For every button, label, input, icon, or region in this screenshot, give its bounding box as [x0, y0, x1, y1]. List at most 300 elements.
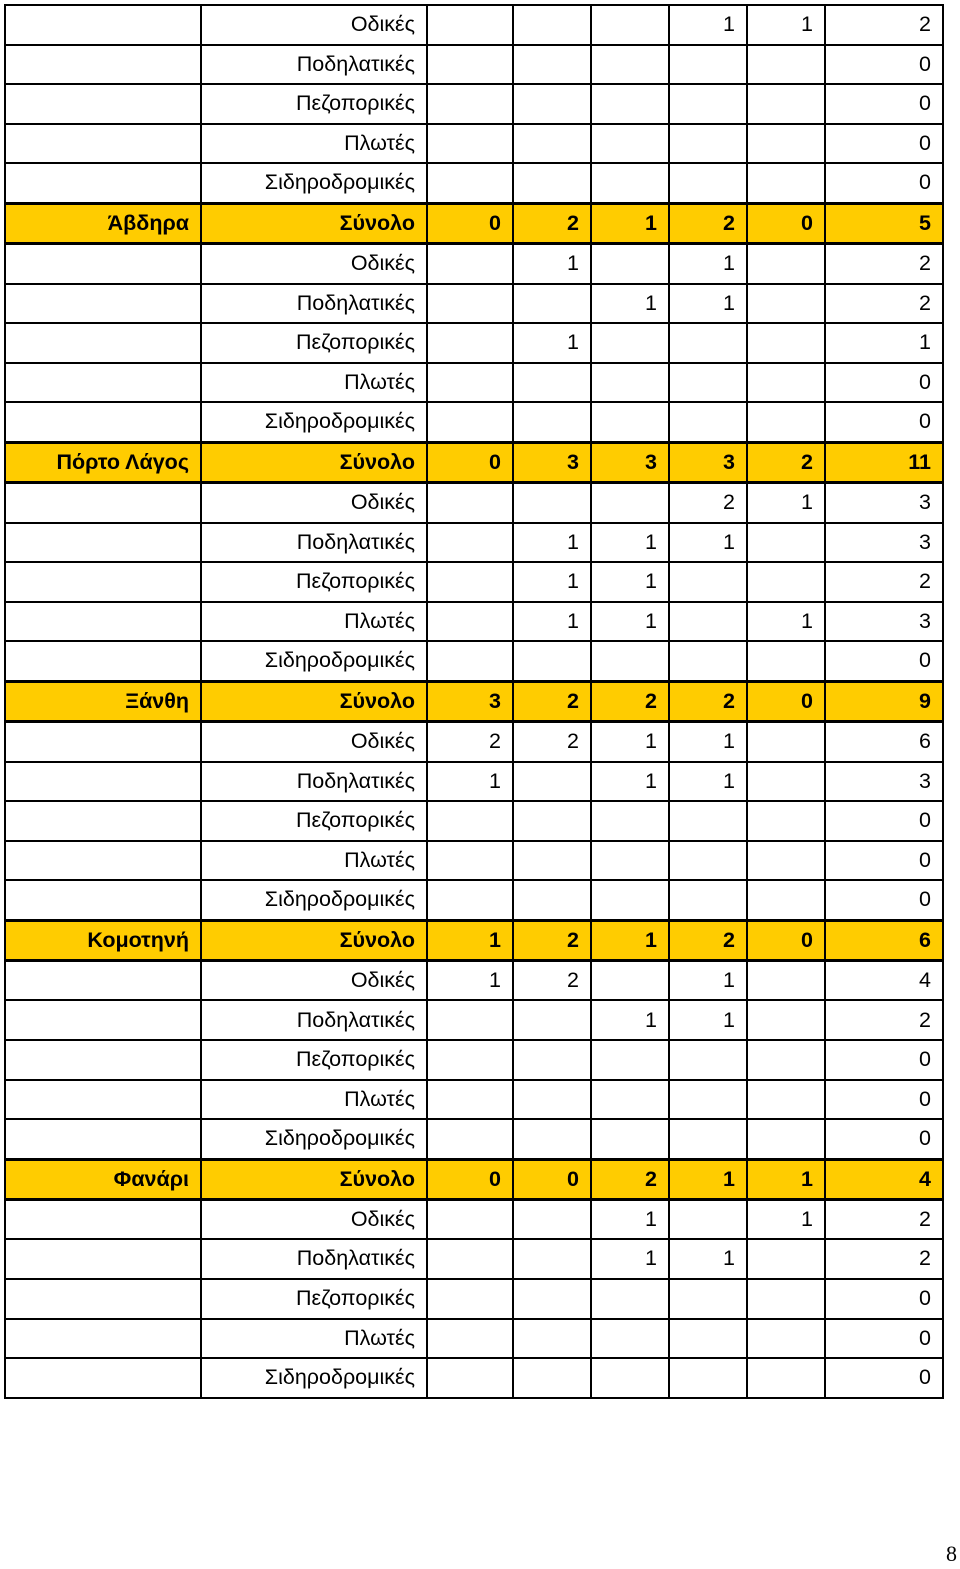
place-cell: [5, 1239, 201, 1279]
value-cell: [427, 1000, 513, 1040]
value-cell: 2: [591, 1159, 669, 1199]
value-cell: [513, 1358, 591, 1398]
category-cell: Σιδηροδρομικές: [201, 1119, 427, 1159]
value-cell: [591, 45, 669, 85]
place-cell: Φανάρι: [5, 1159, 201, 1199]
value-cell: [669, 124, 747, 164]
row-total-cell: 0: [825, 45, 943, 85]
value-cell: 1: [669, 762, 747, 802]
value-cell: [669, 1358, 747, 1398]
table-row: [5, 363, 943, 403]
row-total-cell: 0: [825, 363, 943, 403]
value-cell: 1: [427, 762, 513, 802]
place-cell: [5, 1119, 201, 1159]
category-cell: Πεζοπορικές: [201, 562, 427, 602]
value-cell: [669, 363, 747, 403]
total-row: [5, 442, 943, 482]
value-cell: [427, 363, 513, 403]
value-cell: [591, 482, 669, 522]
place-cell: [5, 84, 201, 124]
table-row: [5, 880, 943, 920]
category-cell: Οδικές: [201, 482, 427, 522]
value-cell: [747, 841, 825, 881]
value-cell: [513, 284, 591, 324]
category-cell: Πεζοπορικές: [201, 1279, 427, 1319]
value-cell: [669, 1040, 747, 1080]
value-cell: [513, 363, 591, 403]
value-cell: [591, 1319, 669, 1359]
row-total-cell: 3: [825, 523, 943, 563]
value-cell: 1: [669, 1159, 747, 1199]
value-cell: [669, 641, 747, 681]
value-cell: 0: [427, 203, 513, 243]
value-cell: [747, 163, 825, 203]
value-cell: [427, 1040, 513, 1080]
row-total-cell: 0: [825, 84, 943, 124]
value-cell: 2: [513, 721, 591, 761]
row-total-cell: 3: [825, 602, 943, 642]
value-cell: [591, 641, 669, 681]
row-total-cell: 3: [825, 482, 943, 522]
category-cell: Σύνολο: [201, 203, 427, 243]
value-cell: [591, 801, 669, 841]
category-cell: Σύνολο: [201, 681, 427, 721]
value-cell: 1: [513, 523, 591, 563]
value-cell: [427, 402, 513, 442]
value-cell: 1: [591, 284, 669, 324]
table-row: [5, 243, 943, 283]
value-cell: 1: [591, 1239, 669, 1279]
row-total-cell: 2: [825, 243, 943, 283]
value-cell: 2: [669, 920, 747, 960]
table-row: [5, 1279, 943, 1319]
table-row: [5, 1239, 943, 1279]
value-cell: [427, 1239, 513, 1279]
place-cell: [5, 363, 201, 403]
value-cell: 1: [747, 1159, 825, 1199]
category-cell: Πλωτές: [201, 124, 427, 164]
value-cell: [591, 124, 669, 164]
value-cell: 2: [669, 203, 747, 243]
value-cell: [591, 243, 669, 283]
value-cell: [669, 163, 747, 203]
row-total-cell: 0: [825, 1080, 943, 1120]
table-row: [5, 721, 943, 761]
table-row: [5, 84, 943, 124]
category-cell: Ποδηλατικές: [201, 523, 427, 563]
value-cell: 0: [747, 203, 825, 243]
value-cell: 2: [513, 203, 591, 243]
category-cell: Πλωτές: [201, 363, 427, 403]
value-cell: [591, 1358, 669, 1398]
place-cell: [5, 482, 201, 522]
table-row: [5, 284, 943, 324]
value-cell: [513, 84, 591, 124]
value-cell: [427, 1279, 513, 1319]
value-cell: [427, 5, 513, 45]
value-cell: [427, 84, 513, 124]
category-cell: Σύνολο: [201, 920, 427, 960]
place-cell: [5, 762, 201, 802]
value-cell: 1: [669, 721, 747, 761]
table-row: [5, 641, 943, 681]
value-cell: [747, 721, 825, 761]
value-cell: [591, 5, 669, 45]
place-cell: Ξάνθη: [5, 681, 201, 721]
table-row: [5, 762, 943, 802]
value-cell: 1: [513, 243, 591, 283]
value-cell: 1: [591, 920, 669, 960]
value-cell: [427, 562, 513, 602]
category-cell: Οδικές: [201, 721, 427, 761]
category-cell: Οδικές: [201, 243, 427, 283]
value-cell: [747, 960, 825, 1000]
value-cell: [747, 363, 825, 403]
value-cell: 1: [747, 5, 825, 45]
table-row: [5, 402, 943, 442]
value-cell: 1: [513, 323, 591, 363]
row-total-cell: 0: [825, 1119, 943, 1159]
value-cell: [669, 1319, 747, 1359]
value-cell: [669, 1080, 747, 1120]
value-cell: 1: [669, 1000, 747, 1040]
value-cell: 1: [669, 960, 747, 1000]
place-cell: [5, 1080, 201, 1120]
category-cell: Πεζοπορικές: [201, 1040, 427, 1080]
row-total-cell: 3: [825, 762, 943, 802]
value-cell: [747, 801, 825, 841]
value-cell: 2: [513, 920, 591, 960]
value-cell: [513, 841, 591, 881]
place-cell: [5, 163, 201, 203]
row-total-cell: 4: [825, 960, 943, 1000]
value-cell: [427, 1119, 513, 1159]
place-cell: [5, 284, 201, 324]
table-row: [5, 1080, 943, 1120]
value-cell: 1: [513, 602, 591, 642]
table-row: [5, 1358, 943, 1398]
value-cell: [747, 762, 825, 802]
value-cell: [591, 880, 669, 920]
value-cell: [747, 880, 825, 920]
value-cell: [513, 163, 591, 203]
value-cell: [669, 323, 747, 363]
value-cell: [513, 880, 591, 920]
row-total-cell: 0: [825, 880, 943, 920]
category-cell: Σιδηροδρομικές: [201, 1358, 427, 1398]
value-cell: [669, 1279, 747, 1319]
value-cell: [591, 1080, 669, 1120]
row-total-cell: 0: [825, 1279, 943, 1319]
place-cell: [5, 45, 201, 85]
row-total-cell: 4: [825, 1159, 943, 1199]
value-cell: [427, 1080, 513, 1120]
row-total-cell: 11: [825, 442, 943, 482]
value-cell: [747, 284, 825, 324]
value-cell: 3: [427, 681, 513, 721]
place-cell: [5, 721, 201, 761]
value-cell: [591, 960, 669, 1000]
value-cell: [747, 523, 825, 563]
value-cell: 1: [427, 920, 513, 960]
value-cell: [669, 841, 747, 881]
page-number: 8: [946, 1541, 957, 1566]
value-cell: 2: [591, 681, 669, 721]
category-cell: Σύνολο: [201, 442, 427, 482]
value-cell: [747, 1358, 825, 1398]
value-cell: 1: [591, 203, 669, 243]
value-cell: [427, 243, 513, 283]
table-row: [5, 45, 943, 85]
value-cell: [747, 1119, 825, 1159]
category-cell: Οδικές: [201, 960, 427, 1000]
row-total-cell: 0: [825, 841, 943, 881]
value-cell: [513, 5, 591, 45]
table-row: [5, 323, 943, 363]
value-cell: [747, 124, 825, 164]
total-row: [5, 681, 943, 721]
row-total-cell: 6: [825, 920, 943, 960]
value-cell: 3: [591, 442, 669, 482]
value-cell: [513, 402, 591, 442]
value-cell: 1: [669, 5, 747, 45]
value-cell: 3: [513, 442, 591, 482]
value-cell: 2: [669, 681, 747, 721]
row-total-cell: 6: [825, 721, 943, 761]
value-cell: 1: [591, 1199, 669, 1239]
value-cell: 2: [427, 721, 513, 761]
category-cell: Πεζοπορικές: [201, 84, 427, 124]
value-cell: [513, 801, 591, 841]
place-cell: [5, 880, 201, 920]
row-total-cell: 0: [825, 801, 943, 841]
row-total-cell: 0: [825, 1040, 943, 1080]
value-cell: [669, 602, 747, 642]
row-total-cell: 0: [825, 641, 943, 681]
value-cell: [591, 323, 669, 363]
value-cell: [427, 801, 513, 841]
value-cell: [669, 45, 747, 85]
place-cell: [5, 641, 201, 681]
value-cell: [513, 1279, 591, 1319]
table-row: [5, 562, 943, 602]
total-row: [5, 920, 943, 960]
value-cell: [427, 523, 513, 563]
value-cell: [747, 402, 825, 442]
value-cell: 0: [513, 1159, 591, 1199]
total-row: [5, 1159, 943, 1199]
table-row: [5, 1199, 943, 1239]
value-cell: [591, 163, 669, 203]
row-total-cell: 0: [825, 1358, 943, 1398]
value-cell: [513, 762, 591, 802]
value-cell: 1: [669, 523, 747, 563]
value-cell: [427, 163, 513, 203]
row-total-cell: 2: [825, 1000, 943, 1040]
place-cell: [5, 124, 201, 164]
category-cell: Ποδηλατικές: [201, 1239, 427, 1279]
category-cell: Ποδηλατικές: [201, 762, 427, 802]
value-cell: 0: [747, 681, 825, 721]
value-cell: [669, 84, 747, 124]
value-cell: 1: [591, 762, 669, 802]
value-cell: [427, 602, 513, 642]
place-cell: [5, 402, 201, 442]
table-row: [5, 841, 943, 881]
table-row: [5, 5, 943, 45]
row-total-cell: 9: [825, 681, 943, 721]
value-cell: [747, 1040, 825, 1080]
value-cell: [591, 1279, 669, 1319]
table-row: [5, 1040, 943, 1080]
value-cell: [747, 45, 825, 85]
category-cell: Ποδηλατικές: [201, 284, 427, 324]
place-cell: [5, 1319, 201, 1359]
row-total-cell: 2: [825, 284, 943, 324]
value-cell: [747, 1080, 825, 1120]
place-cell: [5, 960, 201, 1000]
value-cell: [513, 482, 591, 522]
value-cell: [591, 1040, 669, 1080]
table-row: [5, 163, 943, 203]
place-cell: [5, 523, 201, 563]
value-cell: [427, 284, 513, 324]
category-cell: Ποδηλατικές: [201, 1000, 427, 1040]
value-cell: 2: [513, 681, 591, 721]
place-cell: [5, 1000, 201, 1040]
value-cell: 2: [513, 960, 591, 1000]
place-cell: Πόρτο Λάγος: [5, 442, 201, 482]
row-total-cell: 0: [825, 1319, 943, 1359]
value-cell: 1: [747, 482, 825, 522]
place-cell: [5, 1040, 201, 1080]
value-cell: [591, 84, 669, 124]
table-row: [5, 960, 943, 1000]
value-cell: 1: [591, 1000, 669, 1040]
value-cell: [513, 1040, 591, 1080]
value-cell: 1: [747, 1199, 825, 1239]
category-cell: Οδικές: [201, 5, 427, 45]
place-cell: [5, 1279, 201, 1319]
value-cell: [747, 1000, 825, 1040]
value-cell: [747, 1319, 825, 1359]
value-cell: [747, 243, 825, 283]
value-cell: [513, 1239, 591, 1279]
table-row: [5, 801, 943, 841]
row-total-cell: 0: [825, 402, 943, 442]
place-cell: [5, 5, 201, 45]
category-cell: Πλωτές: [201, 1319, 427, 1359]
value-cell: [427, 841, 513, 881]
value-cell: 1: [591, 562, 669, 602]
place-cell: [5, 602, 201, 642]
table-row: [5, 124, 943, 164]
place-cell: [5, 841, 201, 881]
value-cell: [669, 1119, 747, 1159]
value-cell: [747, 1279, 825, 1319]
value-cell: [669, 1199, 747, 1239]
value-cell: [747, 1239, 825, 1279]
value-cell: [427, 641, 513, 681]
row-total-cell: 1: [825, 323, 943, 363]
value-cell: [513, 1080, 591, 1120]
value-cell: [669, 801, 747, 841]
value-cell: [513, 1000, 591, 1040]
place-cell: [5, 323, 201, 363]
category-cell: Σιδηροδρομικές: [201, 163, 427, 203]
table-body: [5, 5, 943, 1398]
value-cell: 2: [747, 442, 825, 482]
value-cell: 1: [669, 243, 747, 283]
value-cell: [427, 880, 513, 920]
value-cell: [747, 641, 825, 681]
place-cell: Άβδηρα: [5, 203, 201, 243]
value-cell: [513, 45, 591, 85]
table-row: [5, 1319, 943, 1359]
value-cell: 0: [747, 920, 825, 960]
place-cell: [5, 1358, 201, 1398]
category-cell: Οδικές: [201, 1199, 427, 1239]
category-cell: Σιδηροδρομικές: [201, 880, 427, 920]
value-cell: [747, 562, 825, 602]
category-cell: Πλωτές: [201, 841, 427, 881]
value-cell: [669, 880, 747, 920]
row-total-cell: 0: [825, 163, 943, 203]
value-cell: 1: [591, 602, 669, 642]
row-total-cell: 2: [825, 5, 943, 45]
value-cell: [591, 363, 669, 403]
row-total-cell: 0: [825, 124, 943, 164]
category-cell: Ποδηλατικές: [201, 45, 427, 85]
value-cell: [513, 124, 591, 164]
routes-table: [4, 4, 944, 1399]
table-row: [5, 523, 943, 563]
row-total-cell: 5: [825, 203, 943, 243]
category-cell: Πεζοπορικές: [201, 323, 427, 363]
value-cell: 0: [427, 442, 513, 482]
value-cell: [669, 402, 747, 442]
row-total-cell: 2: [825, 1199, 943, 1239]
category-cell: Σιδηροδρομικές: [201, 402, 427, 442]
value-cell: [513, 1319, 591, 1359]
value-cell: 1: [427, 960, 513, 1000]
table-row: [5, 1119, 943, 1159]
value-cell: 1: [669, 284, 747, 324]
value-cell: [427, 482, 513, 522]
place-cell: [5, 801, 201, 841]
value-cell: [513, 1199, 591, 1239]
value-cell: 1: [591, 523, 669, 563]
place-cell: Κομοτηνή: [5, 920, 201, 960]
value-cell: [747, 323, 825, 363]
value-cell: 1: [513, 562, 591, 602]
value-cell: 1: [669, 1239, 747, 1279]
place-cell: [5, 1199, 201, 1239]
value-cell: [513, 1119, 591, 1159]
place-cell: [5, 562, 201, 602]
value-cell: 3: [669, 442, 747, 482]
total-row: [5, 203, 943, 243]
row-total-cell: 2: [825, 1239, 943, 1279]
value-cell: [427, 1358, 513, 1398]
value-cell: [747, 84, 825, 124]
value-cell: [427, 45, 513, 85]
value-cell: [427, 124, 513, 164]
category-cell: Πεζοπορικές: [201, 801, 427, 841]
category-cell: Πλωτές: [201, 602, 427, 642]
value-cell: [591, 841, 669, 881]
category-cell: Σιδηροδρομικές: [201, 641, 427, 681]
